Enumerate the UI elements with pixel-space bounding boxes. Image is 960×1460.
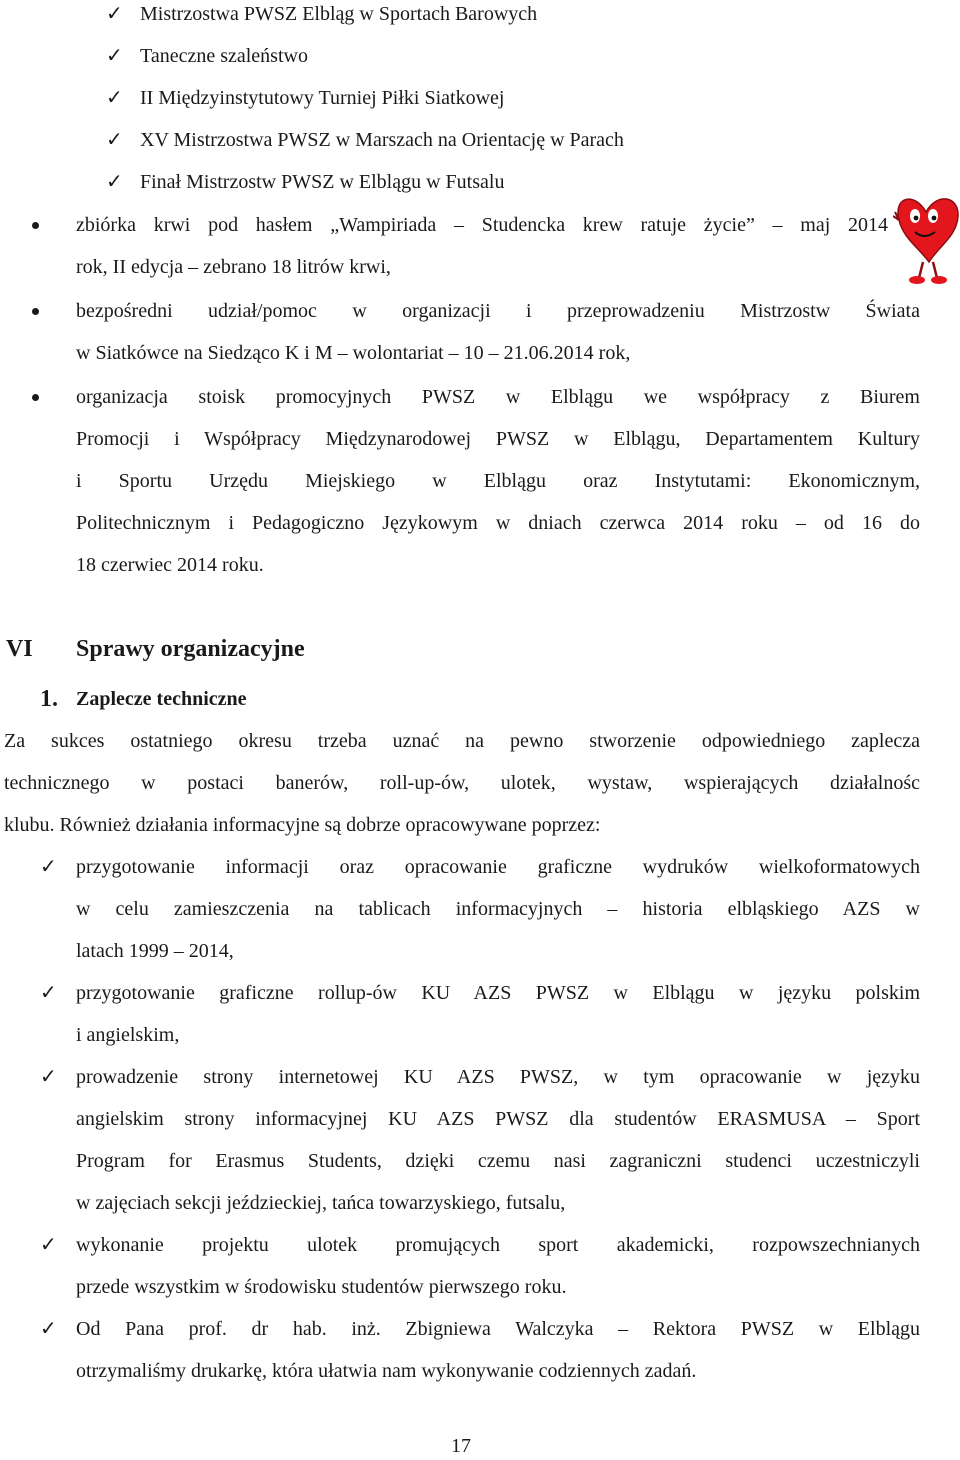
checkmark-icon: ✓ bbox=[40, 1066, 57, 1088]
list-item: Od Pana prof. dr hab. inż. Zbigniewa Walczyka – Rektora PWSZ w Elblągu bbox=[76, 1318, 920, 1340]
list-item: prowadzenie strony internetowej KU AZS PWSZ, w tym opracowanie w języku bbox=[76, 1066, 920, 1088]
checkmark-icon: ✓ bbox=[106, 3, 123, 25]
list-item-continuation: w celu zamieszczenia na tablicach informacyjnych – historia elbląskiego AZS w bbox=[76, 898, 920, 920]
list-item: wykonanie projektu ulotek promujących sport akademicki, rozpowszechnianych bbox=[76, 1234, 920, 1256]
list-item: ✓ XV Mistrzostwa PWSZ w Marszach na Orientację w Parach bbox=[0, 126, 960, 154]
list-item-continuation: angielskim strony informacyjnej KU AZS PWSZ dla studentów ERASMUSA – Sport bbox=[76, 1108, 920, 1130]
checkmark-icon: ✓ bbox=[106, 129, 123, 151]
checkmark-icon: ✓ bbox=[106, 45, 123, 67]
list-item-continuation: latach 1999 – 2014, bbox=[76, 940, 234, 962]
list-item-continuation: i Sportu Urzędu Miejskiego w Elblągu oraz Instytutami: Ekonomicznym, bbox=[76, 470, 920, 492]
checkmark-icon: ✓ bbox=[40, 856, 57, 878]
list-item: ✓ II Międzyinstytutowy Turniej Piłki Siatkowej bbox=[0, 84, 960, 112]
list-item: przygotowanie graficzne rollup-ów KU AZS PWSZ w Elblągu w języku polskim bbox=[76, 982, 920, 1004]
checkmark-icon: ✓ bbox=[40, 1318, 57, 1340]
list-item-continuation: Promocji i Współpracy Międzynarodowej PWSZ w Elblągu, Departamentem Kultury bbox=[76, 428, 920, 450]
list-item-continuation: i angielskim, bbox=[76, 1024, 180, 1046]
list-item: bezpośredni udział/pomoc w organizacji i przeprowadzeniu Mistrzostw Świata bbox=[76, 300, 920, 322]
heart-mascot-icon bbox=[893, 186, 960, 286]
list-item: ✓ Mistrzostwa PWSZ Elbląg w Sportach Barowych bbox=[0, 0, 960, 28]
checkmark-icon: ✓ bbox=[106, 87, 123, 109]
checkmark-icon: ✓ bbox=[40, 1234, 57, 1256]
page-number: 17 bbox=[451, 1435, 471, 1457]
list-item: zbiórka krwi pod hasłem „Wampiriada – Studencka krew ratuje życie” – maj 2014 bbox=[76, 214, 888, 236]
list-item-continuation: w Siatkówce na Siedząco K i M – wolontariat – 10 – 21.06.2014 rok, bbox=[76, 342, 631, 364]
checkmark-icon: ✓ bbox=[106, 171, 123, 193]
list-item: organizacja stoisk promocyjnych PWSZ w Elblągu we współpracy z Biurem bbox=[76, 386, 920, 408]
list-item-continuation: przede wszystkim w środowisku studentów pierwszego roku. bbox=[76, 1276, 567, 1298]
list-item-continuation: Program for Erasmus Students, dzięki czemu nasi zagraniczni studenci uczestniczyli bbox=[76, 1150, 920, 1172]
list-item-continuation: w zajęciach sekcji jeździeckiej, tańca towarzyskiego, futsalu, bbox=[76, 1192, 566, 1214]
list-item: ✓ Finał Mistrzostw PWSZ w Elblągu w Futsalu bbox=[0, 168, 960, 196]
list-item-continuation: otrzymaliśmy drukarkę, która ułatwia nam wykonywanie codziennych zadań. bbox=[76, 1360, 697, 1382]
list-item: ✓ Taneczne szaleństwo bbox=[0, 42, 960, 70]
list-item-continuation: rok, II edycja – zebrano 18 litrów krwi, bbox=[76, 256, 391, 278]
list-item: przygotowanie informacji oraz opracowanie graficzne wydruków wielkoformatowych bbox=[76, 856, 920, 878]
checkmark-icon: ✓ bbox=[40, 982, 57, 1004]
list-item-continuation: Politechnicznym i Pedagogiczno Językowym w dniach czerwca 2014 roku – od 16 do bbox=[76, 512, 920, 534]
list-item-continuation: 18 czerwiec 2014 roku. bbox=[76, 554, 264, 576]
